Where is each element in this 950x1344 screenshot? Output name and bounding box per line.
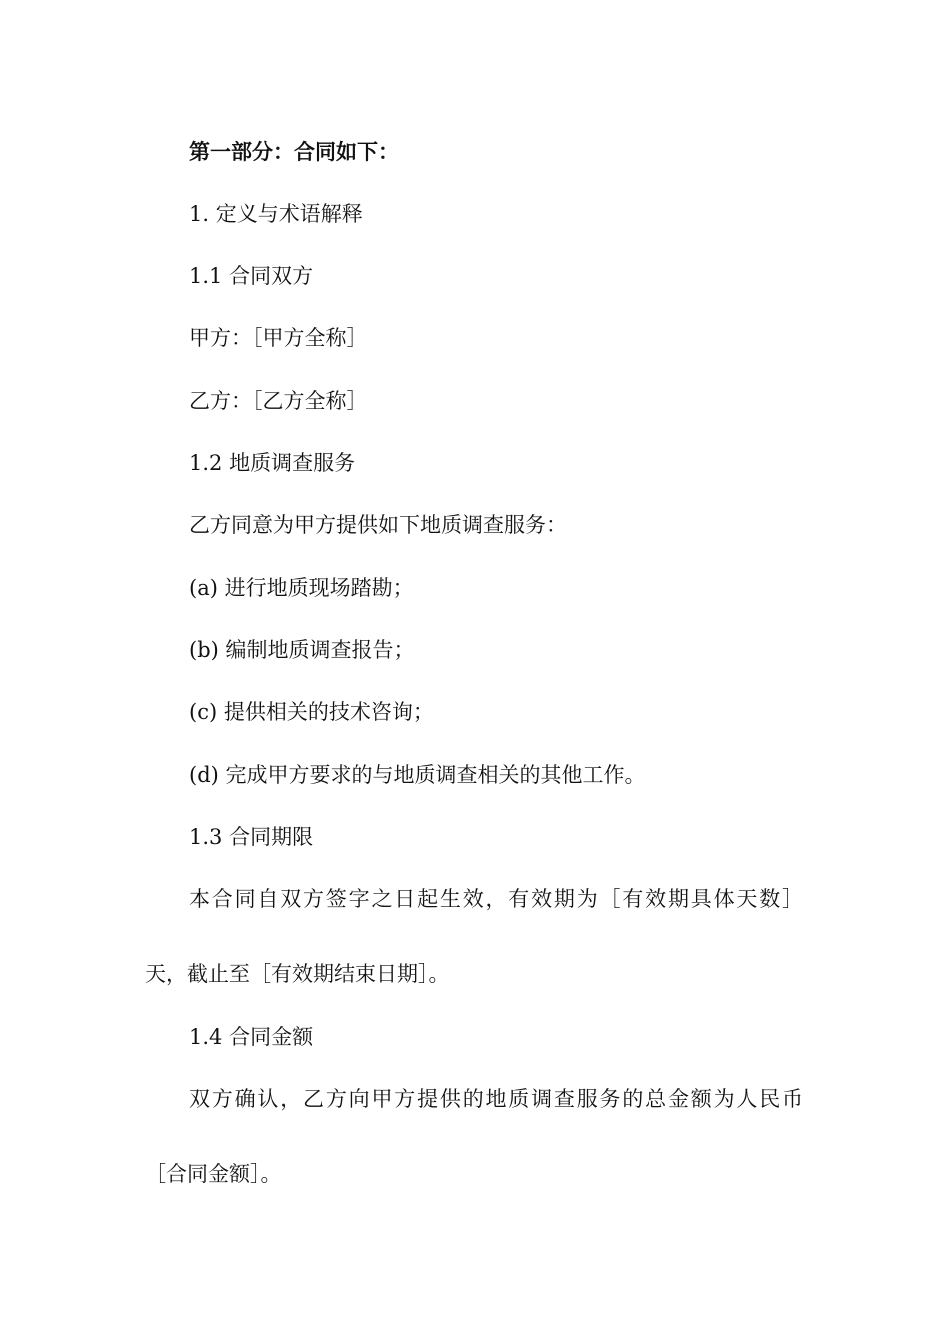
contract-amount-text-line-2: ［合同金额］。 (145, 1162, 282, 1186)
section-1-3-title: 1.3 合同期限 (189, 825, 314, 849)
service-item-d: (d) 完成甲方要求的与地质调查相关的其他工作。 (189, 763, 646, 787)
service-item-b: (b) 编制地质调查报告； (189, 638, 415, 662)
contract-amount-text-line-1: 双方确认，乙方向甲方提供的地质调查服务的总金额为人民币 (189, 1087, 803, 1111)
section-1-2-intro: 乙方同意为甲方提供如下地质调查服务： (189, 513, 567, 537)
contract-term-text-line-1: 本合同自双方签字之日起生效，有效期为［有效期具体天数］ (189, 887, 803, 911)
part-heading: 第一部分：合同如下： (189, 139, 399, 164)
section-1-title: 1. 定义与术语解释 (189, 202, 363, 226)
section-1-2-title: 1.2 地质调查服务 (189, 451, 356, 475)
contract-term-text-line-2: 天，截止至［有效期结束日期］。 (145, 962, 450, 986)
section-1-1-title: 1.1 合同双方 (189, 264, 314, 288)
party-a-line: 甲方：［甲方全称］ (189, 326, 368, 350)
party-b-line: 乙方：［乙方全称］ (189, 389, 368, 413)
service-item-c: (c) 提供相关的技术咨询； (189, 700, 434, 724)
section-1-4-title: 1.4 合同金额 (189, 1025, 314, 1049)
service-item-a: (a) 进行地质现场踏勘； (189, 576, 414, 600)
